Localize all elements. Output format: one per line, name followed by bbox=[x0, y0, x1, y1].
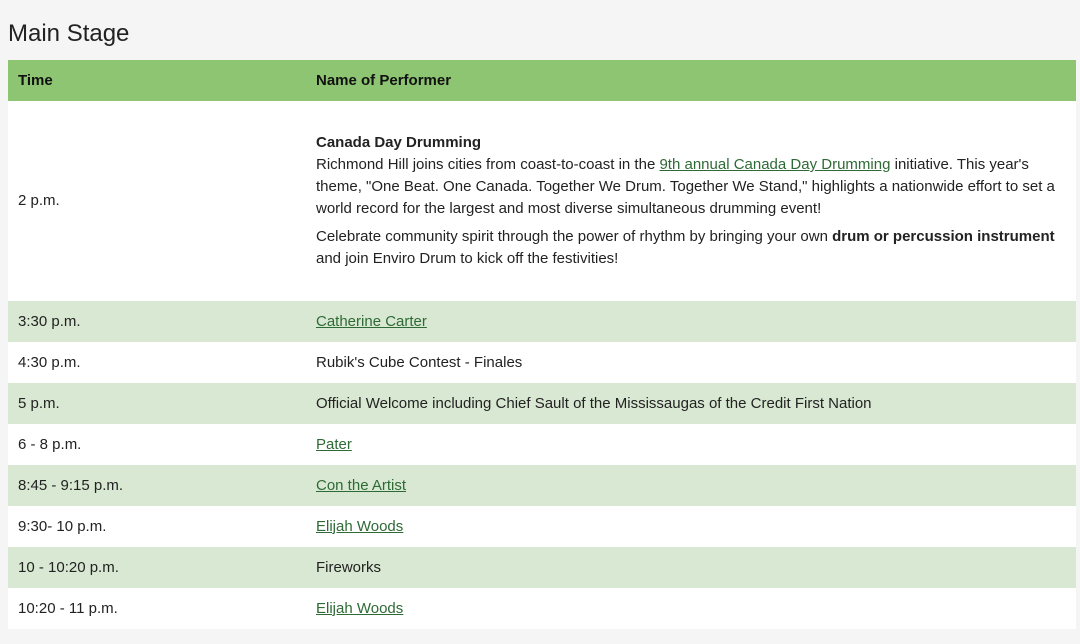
header-performer: Name of Performer bbox=[306, 60, 1076, 101]
featured-paragraph-2 bbox=[316, 226, 1066, 270]
time-cell: 5 p.m. bbox=[8, 383, 306, 424]
table-row-featured bbox=[8, 101, 1076, 301]
performer-cell: Fireworks bbox=[306, 547, 1076, 588]
time-cell: 10:20 - 11 p.m. bbox=[8, 588, 306, 629]
featured-p2-after: and join Enviro Drum to kick off the festivities! bbox=[316, 250, 619, 267]
performer-link-elijah-woods-late[interactable]: Elijah Woods bbox=[316, 599, 404, 617]
performer-cell bbox=[306, 424, 1076, 465]
page-title: Main Stage bbox=[8, 20, 130, 47]
featured-paragraph-1 bbox=[316, 154, 1066, 220]
header-row bbox=[8, 60, 1076, 101]
time-cell: 8:45 - 9:15 p.m. bbox=[8, 465, 306, 506]
table-row bbox=[8, 465, 1076, 506]
performer-cell bbox=[306, 465, 1076, 506]
performer-link-pater[interactable]: Pater bbox=[316, 435, 352, 453]
table-row bbox=[8, 506, 1076, 547]
time-cell: 10 - 10:20 p.m. bbox=[8, 547, 306, 588]
time-cell: 6 - 8 p.m. bbox=[8, 424, 306, 465]
table-row bbox=[8, 588, 1076, 629]
featured-title: Canada Day Drumming bbox=[316, 134, 482, 151]
featured-p1-after: initiative. This year's theme, "One Beat. One Canada. Together We Drum. Together We Stand," highlights a nationwide effort to set a world record for the largest and most diverse simultaneous drumming event! bbox=[316, 156, 1055, 217]
table-row bbox=[8, 301, 1076, 342]
performer-cell: Rubik's Cube Contest - Finales bbox=[306, 342, 1076, 383]
performer-cell bbox=[306, 588, 1076, 629]
table-row bbox=[8, 383, 1076, 424]
featured-p2-bold: drum or percussion instrument bbox=[832, 228, 1055, 245]
canada-day-drumming-link[interactable]: 9th annual Canada Day Drumming bbox=[659, 156, 891, 173]
performer-link-con-the-artist[interactable]: Con the Artist bbox=[316, 476, 407, 494]
table-row bbox=[8, 424, 1076, 465]
table-body bbox=[8, 101, 1076, 629]
time-cell: 4:30 p.m. bbox=[8, 342, 306, 383]
featured-p2-before: Celebrate community spirit through the power of rhythm by bringing your own bbox=[316, 228, 833, 245]
featured-p1-before: Richmond Hill joins cities from coast-to-coast in the bbox=[316, 156, 660, 173]
performer-cell bbox=[306, 301, 1076, 342]
table-header bbox=[8, 60, 1076, 101]
time-cell: 9:30- 10 p.m. bbox=[8, 506, 306, 547]
table-row bbox=[8, 342, 1076, 383]
performer-cell bbox=[306, 101, 1076, 301]
performer-cell bbox=[306, 506, 1076, 547]
schedule-table bbox=[8, 60, 1076, 629]
performer-cell: Official Welcome including Chief Sault of the Mississaugas of the Credit First Nation bbox=[306, 383, 1076, 424]
header-time: Time bbox=[8, 60, 306, 101]
table-row bbox=[8, 547, 1076, 588]
performer-link-catherine-carter[interactable]: Catherine Carter bbox=[316, 312, 427, 330]
performer-link-elijah-woods[interactable]: Elijah Woods bbox=[316, 517, 404, 535]
time-cell: 2 p.m. bbox=[8, 101, 306, 301]
time-cell: 3:30 p.m. bbox=[8, 301, 306, 342]
